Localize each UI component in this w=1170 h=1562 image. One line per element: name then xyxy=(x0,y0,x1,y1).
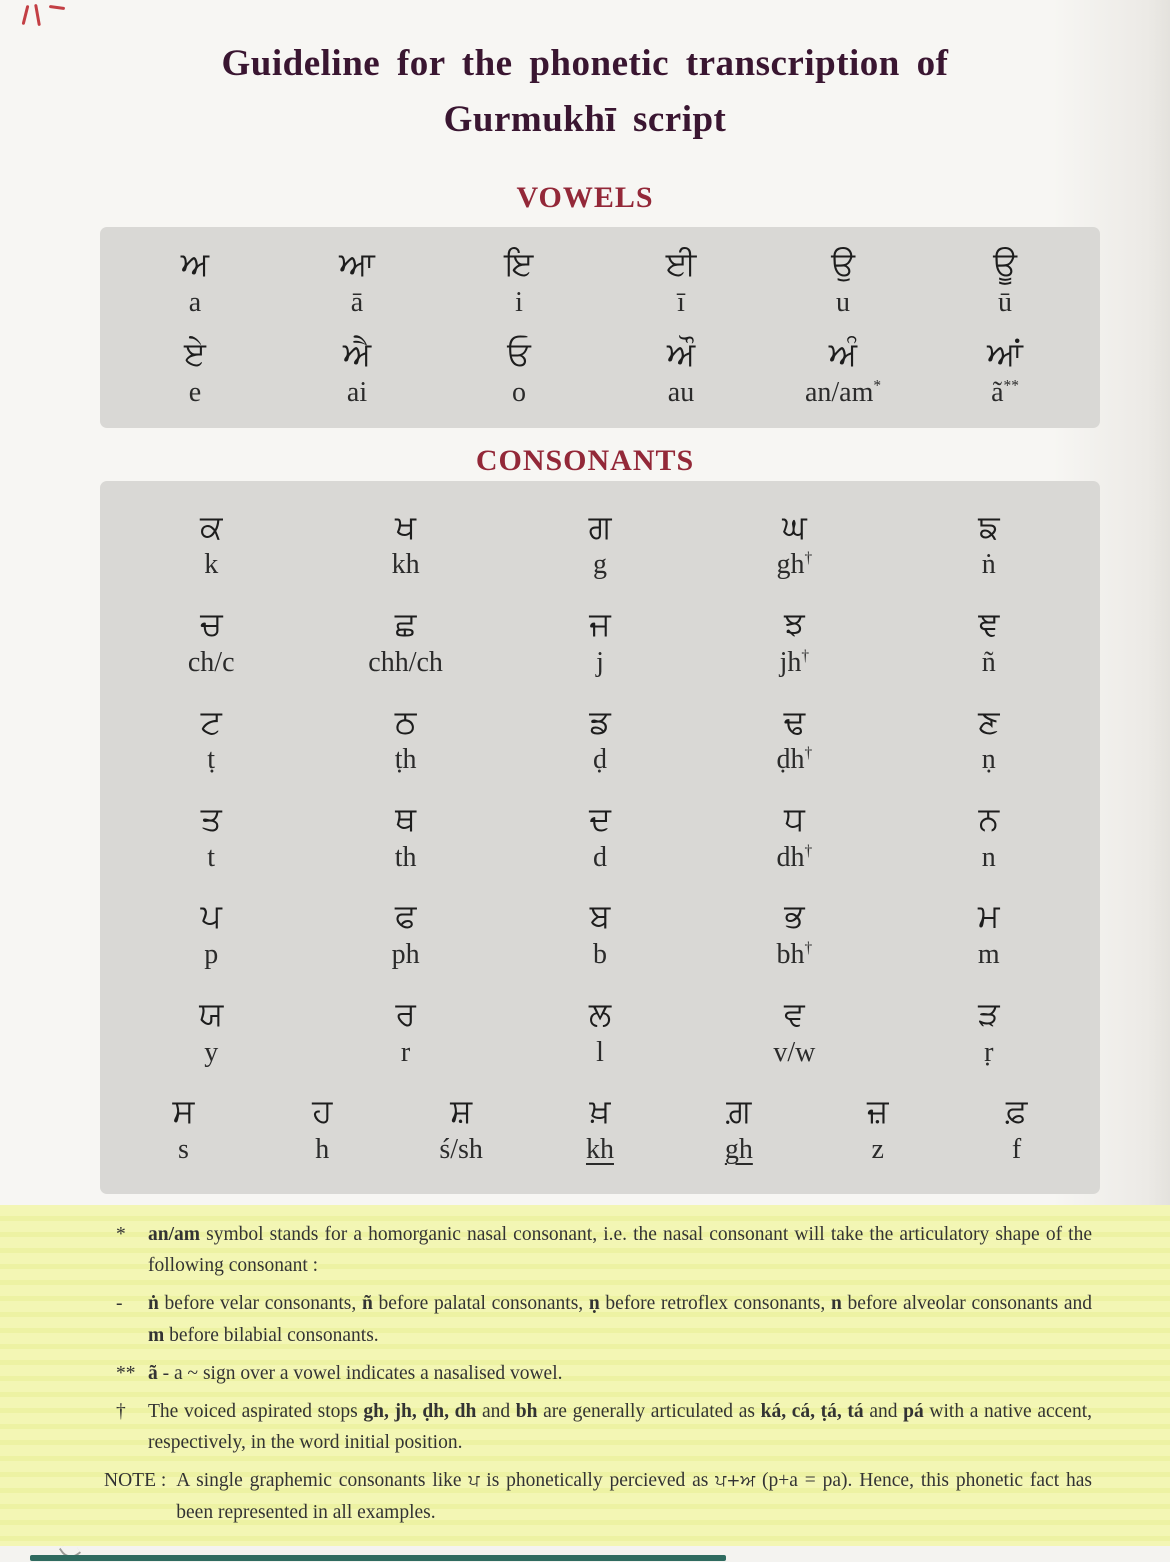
letter-cell xyxy=(507,335,531,410)
gurmukhi-letter: ਈ xyxy=(665,244,697,284)
transliteration: n xyxy=(981,841,996,873)
transliteration: u xyxy=(835,287,850,319)
letter-cell xyxy=(867,1092,889,1167)
footnote xyxy=(104,1396,1092,1458)
letter-cell xyxy=(392,508,420,583)
letter-cell xyxy=(777,800,813,875)
transliteration: e xyxy=(188,376,202,408)
transliteration: ṛ xyxy=(984,1036,994,1068)
gurmukhi-letter: ਜ xyxy=(589,604,611,644)
transliteration: ph xyxy=(391,939,420,971)
transliteration: bh† xyxy=(776,939,813,971)
letter-cell xyxy=(777,508,813,583)
gurmukhi-letter: ਛ xyxy=(394,604,417,644)
footnote-text: A single graphemic consonants like ਪ is phonetically percieved as ਪ+ਅ (p+a = pa). Hence, this phonetic fact has been represented in all examples. xyxy=(176,1470,1093,1523)
transliteration: t xyxy=(207,841,216,873)
transliteration: kh xyxy=(585,1134,614,1166)
letter-cell xyxy=(201,897,222,972)
letter-cell xyxy=(589,800,611,875)
gurmukhi-letter: ਹ xyxy=(312,1091,333,1131)
letter-cell xyxy=(368,605,443,680)
gurmukhi-letter: ਚ xyxy=(200,604,223,644)
gurmukhi-letter: ਥ xyxy=(395,799,417,838)
transliteration: f xyxy=(1011,1134,1022,1166)
transliteration: g xyxy=(592,549,607,581)
consonant-table xyxy=(100,481,1100,1194)
letter-cell xyxy=(831,245,855,320)
gurmukhi-letter: ਡ xyxy=(589,701,611,741)
transliteration: z xyxy=(871,1134,884,1166)
letter-cell xyxy=(777,897,813,972)
transliteration: au xyxy=(667,376,695,408)
letter-cell xyxy=(589,605,611,680)
transliteration: ai xyxy=(346,376,368,408)
gurmukhi-letter: ਜ਼ xyxy=(866,1091,889,1131)
footnote-reference: † xyxy=(801,647,810,665)
transliteration: s xyxy=(177,1134,189,1166)
gurmukhi-letter: ਞ xyxy=(978,604,1000,644)
letter-cell xyxy=(201,703,222,778)
gurmukhi-letter: ਉ xyxy=(831,244,855,284)
footnote-reference: † xyxy=(804,745,813,763)
transliteration: chh/ch xyxy=(368,646,443,678)
footnote-text: The voiced aspirated stops gh, jh, ḍh, dh and bh are generally articulated as ká, cá, ṭá, tá and pá with a native accent, respectively, in the word initial position. xyxy=(148,1400,1093,1454)
letter-cell xyxy=(188,605,235,680)
transliteration: ṅ xyxy=(981,549,996,581)
letter-cell xyxy=(978,703,999,778)
gurmukhi-letter: ਫ xyxy=(394,896,417,936)
scan-artifact-teal-bar xyxy=(30,1555,726,1561)
gurmukhi-letter: ਔ xyxy=(666,333,696,373)
transliteration: h xyxy=(315,1134,330,1166)
footnote-reference: † xyxy=(804,842,813,860)
transliteration: m xyxy=(977,939,1000,971)
letter-cell xyxy=(1006,1092,1028,1167)
transliteration: a xyxy=(188,287,202,319)
letter-cell xyxy=(978,897,1000,972)
gurmukhi-letter: ਫ਼ xyxy=(1005,1091,1028,1131)
consonants-heading: CONSONANTS xyxy=(475,444,695,477)
letter-row xyxy=(100,605,1100,680)
letter-cell xyxy=(312,1092,332,1167)
transliteration: r xyxy=(400,1036,411,1068)
letter-cell xyxy=(586,1092,614,1167)
footnote-reference: ** xyxy=(1003,377,1019,395)
gurmukhi-letter: ਦ xyxy=(589,799,611,838)
letter-row xyxy=(100,703,1100,778)
gurmukhi-letter: ਅੰ xyxy=(828,333,858,373)
letter-cell xyxy=(395,703,417,778)
transliteration: ḍ xyxy=(592,744,607,776)
letter-cell xyxy=(590,897,611,972)
letter-row xyxy=(100,335,1100,410)
transliteration: th xyxy=(394,841,417,873)
gurmukhi-letter: ਆਂ xyxy=(986,333,1023,373)
letter-row xyxy=(100,800,1100,875)
transliteration: l xyxy=(596,1036,604,1068)
letter-cell xyxy=(725,1092,753,1167)
letter-cell xyxy=(395,995,415,1070)
gurmukhi-letter: ਭ xyxy=(784,896,805,936)
gurmukhi-letter: ਘ xyxy=(782,506,807,546)
footnote-reference: † xyxy=(804,550,813,568)
gurmukhi-letter: ਓ xyxy=(507,333,531,373)
gurmukhi-letter: ਵ xyxy=(784,993,805,1033)
gurmukhi-letter: ਟ xyxy=(200,701,222,741)
footnote-reference: * xyxy=(873,377,882,395)
letter-cell xyxy=(978,995,1000,1070)
gurmukhi-letter: ਝ xyxy=(784,604,805,644)
transliteration: k xyxy=(204,549,219,581)
letter-cell xyxy=(589,995,611,1070)
footnote-text: ã - a ~ sign over a vowel indicates a nasalised vowel. xyxy=(148,1362,563,1384)
footnote-text: an/am symbol stands for a homorganic nasal consonant, i.e. the nasal consonant will take the articulatory shape of the following consonant : xyxy=(148,1224,1092,1277)
vowel-table xyxy=(100,227,1100,428)
footnote-text: ṅ before velar consonants, ñ before palatal consonants, ṇ before retroflex consonants, n before alveolar consonants and m before bilabial consonants. xyxy=(148,1293,1092,1346)
transliteration: i xyxy=(515,287,523,319)
gurmukhi-letter: ਪ xyxy=(200,896,222,936)
transliteration: gh xyxy=(724,1134,753,1166)
transliteration: kh xyxy=(391,549,420,581)
gurmukhi-letter: ਊ xyxy=(993,244,1017,284)
transliteration: d xyxy=(592,841,607,873)
letter-cell xyxy=(987,335,1023,410)
footnote-marker: † xyxy=(116,1400,126,1422)
letter-row xyxy=(100,897,1100,972)
gurmukhi-letter: ਇ xyxy=(504,244,534,284)
letter-cell xyxy=(505,245,534,320)
transliteration: ṭ xyxy=(207,744,216,776)
gurmukhi-letter: ਯ xyxy=(199,993,224,1033)
letter-cell xyxy=(667,335,695,410)
transliteration: j xyxy=(596,646,604,678)
transliteration: dh† xyxy=(776,841,813,873)
page-title xyxy=(0,36,1170,147)
gurmukhi-letter: ਗ਼ xyxy=(726,1091,752,1131)
footnote-band xyxy=(0,1205,1170,1546)
letter-cell xyxy=(172,1092,194,1167)
gurmukhi-letter: ਆ xyxy=(339,244,375,284)
page-title-line2: Gurmukhī script xyxy=(443,98,727,140)
gurmukhi-letter: ਨ xyxy=(978,799,1000,838)
gurmukhi-letter: ਸ਼ xyxy=(450,1091,473,1131)
gurmukhi-letter: ਣ xyxy=(978,701,1000,741)
letter-row xyxy=(100,245,1100,320)
footnote xyxy=(104,1288,1092,1350)
transliteration: ñ xyxy=(981,646,996,678)
letter-cell xyxy=(439,1092,483,1167)
transliteration: ā xyxy=(350,287,364,319)
letter-cell xyxy=(978,800,999,875)
letter-cell xyxy=(339,245,375,320)
footnote xyxy=(104,1465,1092,1527)
letter-cell xyxy=(184,335,206,410)
vowels-heading: VOWELS xyxy=(516,181,654,214)
letter-cell xyxy=(978,508,999,583)
letter-cell xyxy=(199,995,223,1070)
transliteration: b xyxy=(592,939,607,971)
letter-cell xyxy=(201,800,222,875)
transliteration: ī xyxy=(677,287,685,319)
footnote-marker: ** xyxy=(116,1362,136,1384)
gurmukhi-letter: ਸ xyxy=(172,1091,195,1131)
gurmukhi-letter: ਗ xyxy=(588,506,612,546)
gurmukhi-letter: ਙ xyxy=(978,506,1000,546)
letter-row xyxy=(100,508,1100,583)
gurmukhi-letter: ਢ xyxy=(783,701,806,741)
letter-cell xyxy=(200,508,223,583)
transliteration: an/am* xyxy=(804,376,882,408)
letter-cell xyxy=(589,703,610,778)
footnote-marker: * xyxy=(116,1224,126,1245)
transliteration: ch/c xyxy=(187,646,235,678)
transliteration: ã** xyxy=(991,376,1019,408)
transliteration: ṭh xyxy=(394,744,417,776)
letter-cell xyxy=(181,245,209,320)
gurmukhi-letter: ਰ xyxy=(395,993,416,1033)
footnote-marker: NOTE : xyxy=(104,1470,167,1492)
gurmukhi-letter: ਧ xyxy=(783,799,805,838)
letter-cell xyxy=(773,995,815,1070)
letter-cell xyxy=(780,605,809,680)
letter-row xyxy=(100,995,1100,1070)
gurmukhi-letter: ਖ xyxy=(395,506,417,546)
gurmukhi-letter: ਏ xyxy=(184,333,206,373)
letter-cell xyxy=(392,897,420,972)
letter-cell xyxy=(978,605,999,680)
scan-artifact-red-mark xyxy=(22,2,68,28)
transliteration: p xyxy=(204,939,219,971)
gurmukhi-letter: ਬ xyxy=(589,896,611,936)
transliteration: ṇ xyxy=(981,744,996,776)
letter-cell xyxy=(777,703,813,778)
letter-cell xyxy=(666,245,697,320)
gurmukhi-letter: ੜ xyxy=(978,993,1000,1033)
transliteration: ḍh† xyxy=(776,744,813,776)
transliteration: gh† xyxy=(776,549,813,581)
transliteration: v/w xyxy=(773,1036,816,1068)
transliteration: y xyxy=(204,1036,219,1068)
gurmukhi-letter: ਮ xyxy=(977,896,1000,936)
footnote-marker: - xyxy=(116,1293,123,1315)
transliteration: o xyxy=(511,376,526,408)
letter-cell xyxy=(589,508,612,583)
gurmukhi-letter: ਖ਼ xyxy=(589,1091,611,1131)
letter-cell xyxy=(395,800,417,875)
letter-cell xyxy=(993,245,1017,320)
footnote-reference: † xyxy=(804,940,813,958)
letter-row xyxy=(100,1092,1100,1167)
transliteration: ś/sh xyxy=(439,1134,483,1166)
page-title-line1: Guideline for the phonetic transcription of xyxy=(221,43,949,84)
gurmukhi-letter: ਅ xyxy=(180,244,210,284)
transliteration: jh† xyxy=(779,646,810,678)
gurmukhi-letter: ਕ xyxy=(199,506,223,546)
gurmukhi-letter: ਐ xyxy=(342,333,372,373)
gurmukhi-letter: ਲ xyxy=(588,993,612,1033)
transliteration: ū xyxy=(997,287,1012,319)
gurmukhi-letter: ਤ xyxy=(200,799,222,838)
letter-cell xyxy=(805,335,881,410)
letter-cell xyxy=(343,335,371,410)
footnote xyxy=(104,1219,1092,1281)
gurmukhi-letter: ਠ xyxy=(394,701,417,741)
footnote xyxy=(104,1358,1092,1389)
